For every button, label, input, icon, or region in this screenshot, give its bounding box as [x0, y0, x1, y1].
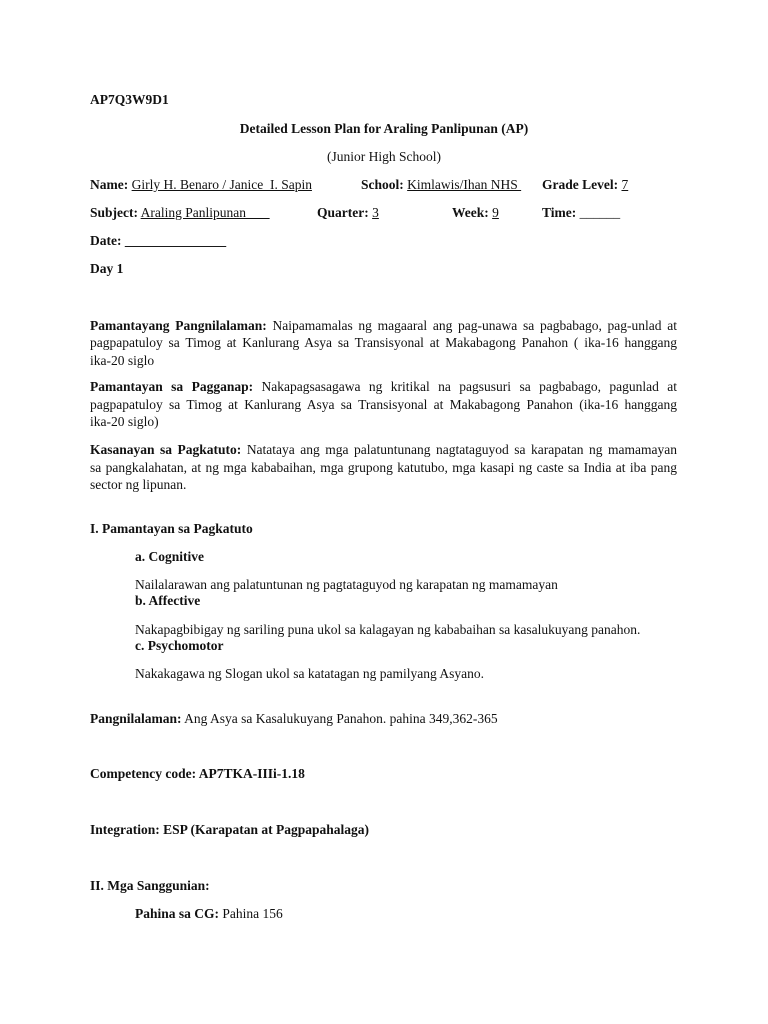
paragraph-line — [90, 317, 677, 335]
learning-competency-label: Kasanayan sa Pagkatuto: — [90, 442, 242, 457]
performance-standard — [90, 378, 677, 431]
grade-level-value: 7 — [621, 177, 629, 192]
subject-matter-label: Pangnilalaman: — [90, 711, 182, 726]
day-heading: Day 1 — [90, 261, 124, 276]
school-label: School: — [361, 177, 404, 192]
time-blank: ______ — [579, 205, 621, 220]
date-blank: _______________ — [124, 233, 227, 248]
subject-label: Subject: — [90, 205, 138, 220]
time-label: Time: — [542, 205, 577, 220]
objective-text-psychomotor: Nakakagawa ng Slogan ukol sa katatagan ng pamilyang Asyano. — [135, 666, 485, 681]
subject-matter — [90, 710, 498, 728]
cg-page-value: Pahina 156 — [222, 906, 283, 921]
objective-label-cognitive: a. Cognitive — [135, 549, 204, 564]
paragraph-line: ika-20 siglo) — [90, 414, 159, 429]
paragraph-line: pagpapatuloy sa Timog at Kanlurang Asya sa Transisyonal at Makabagong Panahon ( ika-16 hanggang — [90, 335, 677, 350]
date-field — [90, 232, 226, 250]
content-standard — [90, 317, 677, 370]
paragraph-line — [90, 441, 677, 459]
school-value: Kimlawis/Ihan NHS — [407, 177, 522, 192]
paragraph-line: pagpapatuloy sa Timog at Kanlurang Asya sa Transisyonal at Makabagong Panahon (ika-16 hanggang — [90, 396, 677, 412]
paragraph-text: Natataya ang mga palatuntunang nagtataguyod sa karapatan ng mamamayan — [246, 442, 677, 457]
name-field — [90, 176, 312, 194]
content-standard-label: Pamantayang Pangnilalaman: — [90, 317, 267, 333]
week-value: 9 — [492, 205, 499, 220]
performance-standard-label: Pamantayan sa Pagganap: — [90, 379, 254, 394]
objective-text-affective: Nakapagbibigay ng sariling puna ukol sa kalagayan ng kababaihan sa kasalukuyang panahon. — [135, 622, 641, 637]
objective-label-affective: b. Affective — [135, 593, 201, 608]
subject-field — [90, 204, 270, 222]
competency-code: Competency code: AP7TKA-IIIi-1.18 — [90, 766, 305, 781]
paragraph-text: Nakapagsasagawa ng kritikal na pagsusuri sa pagbabago, pagunlad at — [261, 379, 677, 394]
subject-value: Araling Panlipunan — [140, 205, 270, 220]
week-label: Week: — [452, 205, 489, 220]
grade-level-field — [542, 176, 628, 194]
paragraph-line: sa pangkalahatan, at ng mga kababaihan, mga grupong katutubo, mga kasapi ng caste sa India at iba pang — [90, 459, 677, 475]
cg-page-label: Pahina sa CG: — [135, 906, 220, 921]
paragraph-line: sector ng lipunan. — [90, 477, 187, 492]
objectives-heading: I. Pamantayan sa Pagkatuto — [90, 521, 253, 536]
subject-matter-value: Ang Asya sa Kasalukuyang Panahon. pahina 349,362-365 — [184, 711, 498, 726]
integration: Integration: ESP (Karapatan at Pagpapahalaga) — [90, 822, 370, 837]
date-label: Date: — [90, 233, 122, 248]
time-field — [542, 204, 620, 222]
paragraph-line: ika-20 siglo — [90, 352, 155, 368]
objective-text-cognitive: Nailalarawan ang palatuntunan ng pagtataguyod ng karapatan ng mamamayan — [135, 577, 558, 592]
learning-competency — [90, 441, 677, 494]
name-value: Girly H. Benaro / Janice I. Sapin — [131, 177, 312, 192]
name-label: Name: — [90, 177, 129, 192]
document-title: Detailed Lesson Plan for Araling Panlipunan (AP) — [239, 121, 529, 136]
school-field — [361, 176, 521, 194]
document-subtitle: (Junior High School) — [327, 149, 441, 164]
quarter-field — [317, 204, 379, 222]
objective-label-psychomotor: c. Psychomotor — [135, 638, 224, 653]
document-code: AP7Q3W9D1 — [90, 92, 169, 107]
paragraph-line — [90, 378, 677, 396]
quarter-label: Quarter: — [317, 205, 369, 220]
grade-level-label: Grade Level: — [542, 177, 619, 192]
paragraph-text: Naipamamalas ng magaaral ang pag-unawa sa pagbabago, pag-unlad at — [272, 317, 677, 333]
week-field — [452, 204, 499, 222]
references-heading: II. Mga Sanggunian: — [90, 878, 210, 893]
cg-page-reference — [135, 905, 283, 923]
quarter-value: 3 — [372, 205, 379, 220]
